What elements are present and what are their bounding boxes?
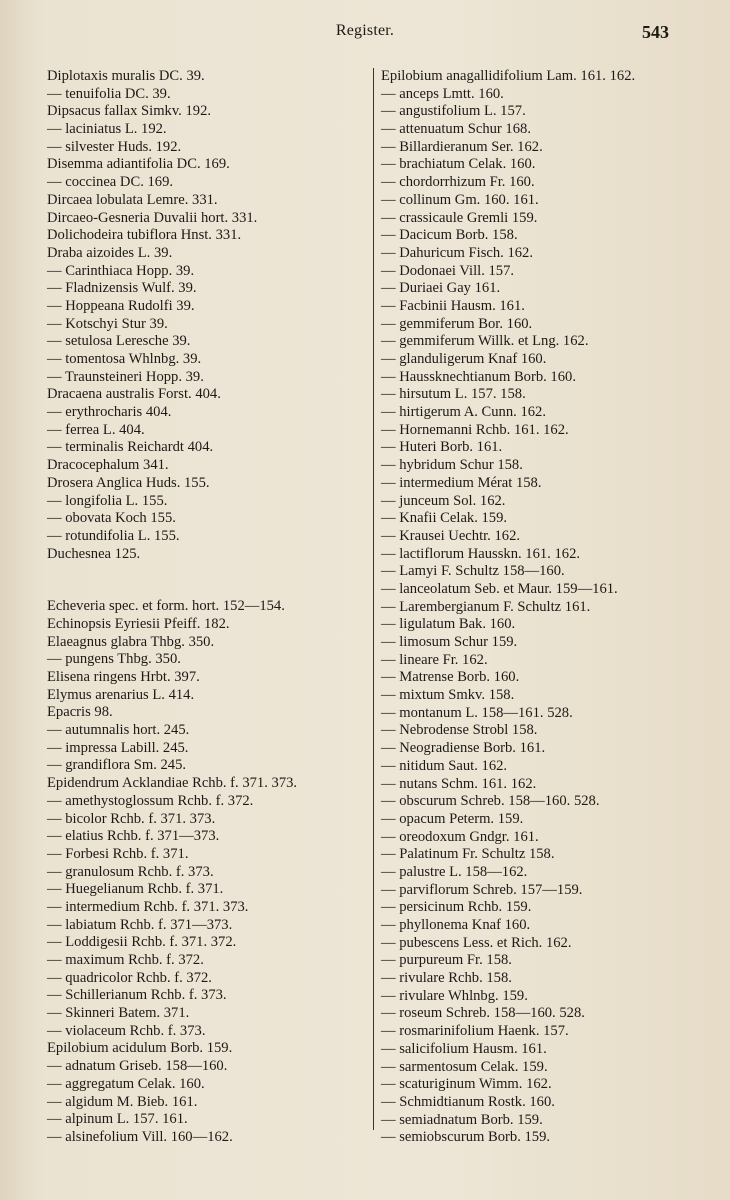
index-entry: — hirsutum L. 157. 158.	[381, 386, 526, 403]
index-entry: Dracocephalum 341.	[47, 457, 169, 474]
index-entry: — labiatum Rchb. f. 371—373.	[47, 916, 233, 933]
index-entry: — algidum M. Bieb. 161.	[47, 1093, 198, 1110]
index-entry: Dircaea lobulata Lemre. 331.	[47, 191, 218, 208]
index-entry: — semiobscurum Borb. 159.	[381, 1129, 551, 1146]
index-entry: Epacris 98.	[47, 704, 113, 721]
index-entry: — Schmidtianum Rostk. 160.	[381, 1093, 555, 1110]
index-entry: — Matrense Borb. 160.	[381, 669, 520, 686]
index-entry: — grandiflora Sm. 245.	[47, 757, 187, 774]
index-entry: — sarmentosum Celak. 159.	[381, 1058, 548, 1075]
index-entry: — oreodoxum Gndgr. 161.	[381, 828, 539, 845]
index-entry: — Lamyi F. Schultz 158—160.	[381, 563, 565, 580]
index-entry: — Hornemanni Rchb. 161. 162.	[381, 421, 569, 438]
index-entry: — rivulare Whlnbg. 159.	[381, 987, 528, 1004]
index-entry: — tenuifolia DC. 39.	[47, 85, 171, 102]
index-entry: — Palatinum Fr. Schultz 158.	[381, 846, 555, 863]
index-entry: — Dahuricum Fisch. 162.	[381, 244, 534, 261]
index-entry: — Loddigesii Rchb. f. 371. 372.	[47, 934, 237, 951]
index-entry: — Fladnizensis Wulf. 39.	[47, 280, 197, 297]
index-entry: — alsinefolium Vill. 160—162.	[47, 1128, 233, 1145]
index-entry: — montanum L. 158—161. 528.	[381, 704, 573, 721]
index-entry: — intermedium Mérat 158.	[381, 474, 542, 491]
index-entry: — collinum Gm. 160. 161.	[381, 191, 539, 208]
index-entry: Elaeagnus glabra Thbg. 350.	[47, 633, 215, 650]
index-entry: — laciniatus L. 192.	[47, 121, 167, 138]
index-entry: — nutans Schm. 161. 162.	[381, 775, 537, 792]
index-entry: Dircaeo-Gesneria Duvalii hort. 331.	[47, 209, 258, 226]
index-entry: Echeveria spec. et form. hort. 152—154.	[47, 598, 285, 615]
index-entry: — pungens Thbg. 350.	[47, 651, 181, 668]
index-entry: — mixtum Smkv. 158.	[381, 687, 515, 704]
index-entry: — granulosum Rchb. f. 373.	[47, 863, 214, 880]
index-entry: — limosum Schur 159.	[381, 634, 518, 650]
index-entry: — Haussknechtianum Borb. 160.	[381, 368, 576, 385]
index-entry: — Larembergianum F. Schultz 161.	[381, 598, 591, 615]
index-entry: — purpureum Fr. 158.	[381, 952, 512, 969]
index-entry: — Krausei Uechtr. 162.	[381, 527, 521, 544]
index-entry: — Knafii Celak. 159.	[381, 510, 508, 527]
page-number: 543	[642, 22, 669, 42]
index-entry: — salicifolium Hausm. 161.	[381, 1040, 547, 1057]
index-entry: — obscurum Schreb. 158—160. 528.	[381, 793, 600, 810]
index-entry: — attenuatum Schur 168.	[381, 121, 531, 138]
index-entry: — scaturiginum Wimm. 162.	[381, 1076, 552, 1093]
index-entry: — gemmiferum Willk. et Lng. 162.	[381, 333, 589, 350]
index-entry: — coccinea DC. 169.	[47, 174, 174, 191]
index-entry: — Facbinii Hausm. 161.	[381, 297, 525, 314]
index-entry: — Schillerianum Rchb. f. 373.	[47, 987, 227, 1004]
right-column	[381, 68, 701, 1147]
index-entry: Disemma adiantifolia DC. 169.	[47, 156, 230, 173]
index-entry: Duchesnea 125.	[47, 545, 141, 562]
index-entry: Echinopsis Eyriesii Pfeiff. 182.	[47, 615, 230, 632]
index-entry: — Carinthiaca Hopp. 39.	[47, 262, 195, 279]
index-entry: — maximum Rchb. f. 372.	[47, 952, 204, 968]
section-gap	[47, 563, 369, 598]
index-entry: — roseum Schreb. 158—160. 528.	[381, 1005, 585, 1022]
index-entry: — Huteri Borb. 161.	[381, 439, 503, 456]
index-entry: — autumnalis hort. 245.	[47, 722, 190, 739]
index-entry: — pubescens Less. et Rich. 162.	[381, 934, 572, 951]
index-entry: — lineare Fr. 162.	[381, 651, 488, 668]
index-entry: — hirtigerum A. Cunn. 162.	[381, 404, 546, 421]
index-entry: — aggregatum Celak. 160.	[47, 1075, 205, 1092]
index-entry: — violaceum Rchb. f. 373.	[47, 1022, 206, 1039]
index-entry: Epilobium acidulum Borb. 159.	[47, 1040, 233, 1057]
index-entry: — amethystoglossum Rchb. f. 372.	[47, 792, 254, 809]
index-entry: — hybridum Schur 158.	[381, 457, 523, 474]
index-entry: — Skinneri Batem. 371.	[47, 1005, 190, 1022]
index-entry: — impressa Labill. 245.	[47, 739, 189, 756]
index-entry: Draba aizoides L. 39.	[47, 244, 173, 261]
index-entry: — Hoppeana Rudolfi 39.	[47, 297, 195, 314]
right-index-group	[381, 68, 701, 1147]
index-entry: — angustifolium L. 157.	[381, 103, 526, 120]
index-entry: — palustre L. 158—162.	[381, 863, 528, 880]
index-entry: — setulosa Leresche 39.	[47, 333, 191, 350]
left-index-group-d	[47, 68, 369, 563]
index-entry: — Dodonaei Vill. 157.	[381, 262, 515, 279]
index-entry: — glanduligerum Knaf 160.	[381, 351, 547, 367]
index-entry: — rivulare Rchb. 158.	[381, 970, 512, 987]
index-entry: — bicolor Rchb. f. 371. 373.	[47, 810, 216, 827]
index-entry: — adnatum Griseb. 158—160.	[47, 1058, 228, 1075]
index-entry: — alpinum L. 157. 161.	[47, 1111, 188, 1128]
index-entry: — intermedium Rchb. f. 371. 373.	[47, 898, 249, 915]
index-entry: — crassicaule Gremli 159.	[381, 209, 538, 226]
index-entry: — silvester Huds. 192.	[47, 138, 182, 155]
index-entry: — ligulatum Bak. 160.	[381, 616, 516, 633]
running-header: Register.	[335, 22, 395, 39]
index-entry: — semiadnatum Borb. 159.	[381, 1111, 543, 1128]
index-entry: — lanceolatum Seb. et Maur. 159—161.	[381, 580, 618, 597]
index-entry: Diplotaxis muralis DC. 39.	[47, 68, 205, 84]
index-entry: — obovata Koch 155.	[47, 510, 176, 527]
index-entry: — parviflorum Schreb. 157—159.	[381, 881, 583, 898]
index-entry: — junceum Sol. 162.	[381, 492, 506, 509]
index-entry: — Neogradiense Borb. 161.	[381, 740, 546, 757]
index-entry: — rosmarinifolium Haenk. 157.	[381, 1023, 569, 1040]
index-entry: — Kotschyi Stur 39.	[47, 315, 168, 332]
index-entry: — Traunsteineri Hopp. 39.	[47, 368, 204, 385]
index-entry: — persicinum Rchb. 159.	[381, 899, 532, 916]
index-entry: — terminalis Reichardt 404.	[47, 439, 214, 456]
index-entry: — brachiatum Celak. 160.	[381, 156, 536, 173]
index-entry: — tomentosa Whlnbg. 39.	[47, 351, 202, 367]
index-entry: — nitidum Saut. 162.	[381, 757, 508, 774]
index-entry: — chordorrhizum Fr. 160.	[381, 174, 535, 191]
index-entry: Elisena ringens Hrbt. 397.	[47, 669, 200, 685]
index-entry: — phyllonema Knaf 160.	[381, 917, 531, 933]
index-entry: Epilobium anagallidifolium Lam. 161. 162.	[381, 68, 636, 84]
index-entry: — Nebrodense Strobl 158.	[381, 722, 538, 739]
index-entry: — Forbesi Rchb. f. 371.	[47, 845, 189, 862]
index-entry: Dipsacus fallax Simkv. 192.	[47, 103, 212, 120]
index-entry: — quadricolor Rchb. f. 372.	[47, 969, 212, 986]
index-entry: — Dacicum Borb. 158.	[381, 227, 518, 244]
index-entry: Drosera Anglica Huds. 155.	[47, 474, 210, 491]
left-index-group-e	[47, 598, 369, 1146]
column-divider	[373, 68, 374, 1130]
index-entry: Elymus arenarius L. 414.	[47, 686, 195, 703]
index-entry: — rotundifolia L. 155.	[47, 527, 180, 544]
index-entry: — lactiflorum Hausskn. 161. 162.	[381, 545, 581, 562]
index-entry: — Duriaei Gay 161.	[381, 280, 501, 297]
index-entry: — gemmiferum Bor. 160.	[381, 315, 533, 332]
index-entry: Dolichodeira tubiflora Hnst. 331.	[47, 227, 242, 244]
index-entry: — longifolia L. 155.	[47, 492, 168, 509]
index-entry: — erythrocharis 404.	[47, 404, 172, 421]
index-entry: — ferrea L. 404.	[47, 421, 145, 438]
left-column	[47, 68, 369, 1147]
index-entry: Dracaena australis Forst. 404.	[47, 386, 221, 403]
index-entry: — elatius Rchb. f. 371—373.	[47, 828, 220, 845]
index-entry: Epidendrum Acklandiae Rchb. f. 371. 373.	[47, 775, 298, 792]
index-entry: — anceps Lmtt. 160.	[381, 85, 504, 102]
index-entry: — Huegelianum Rchb. f. 371.	[47, 881, 224, 898]
index-entry: — Billardieranum Ser. 162.	[381, 138, 543, 155]
index-entry: — opacum Peterm. 159.	[381, 810, 524, 827]
